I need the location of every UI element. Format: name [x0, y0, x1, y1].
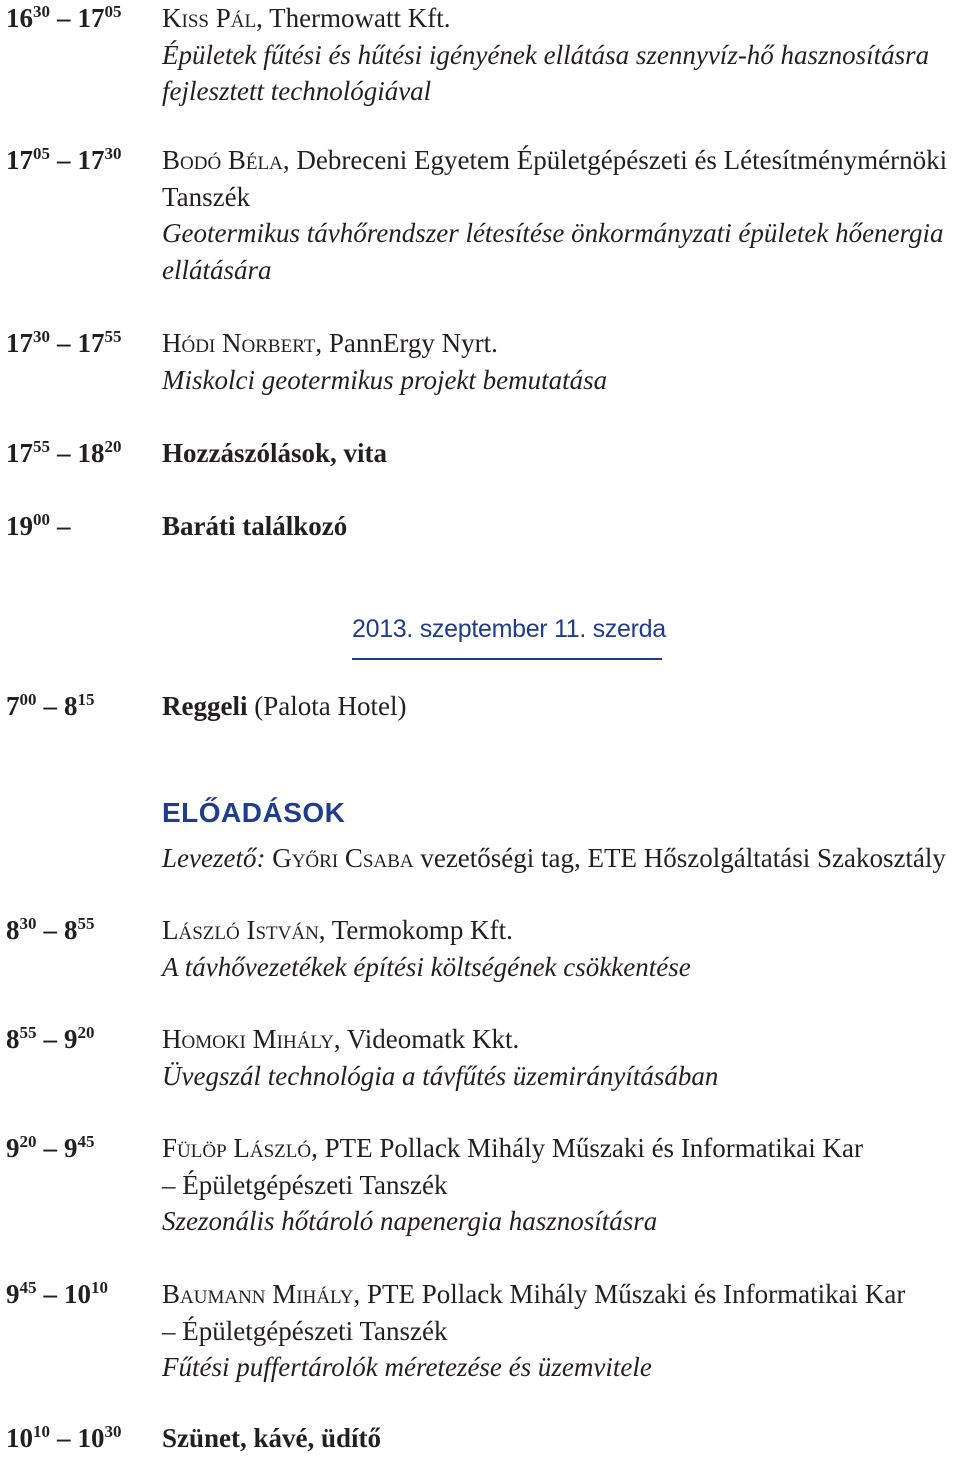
date-underline	[352, 658, 662, 660]
speaker-affiliation: , Videomatk Kkt.	[333, 1024, 520, 1054]
session-content	[162, 1021, 954, 1094]
talk-title: fejlesztett technológiával	[162, 76, 432, 106]
session-content	[162, 1276, 954, 1386]
speaker-affiliation: , PTE Pollack Mihály Műszaki és Informatikai Kar	[353, 1279, 906, 1309]
speaker-name: Fülöp László	[162, 1133, 312, 1163]
session-time: $17^{05} - 17^{30}$	[6, 144, 122, 175]
speaker-affiliation: , PTE Pollack Mihály Műszaki és Informatikai Kar	[311, 1133, 863, 1163]
moderator-name: Győri Csaba	[272, 843, 414, 873]
session-content	[162, 688, 954, 725]
speaker-name: Homoki Mihály	[162, 1024, 334, 1054]
session-label: Baráti találkozó	[162, 511, 348, 541]
session-time: $9^{45} - 10^{10}$	[6, 1278, 108, 1309]
breakfast-label: Reggeli	[162, 691, 248, 721]
session-label: Szünet, kávé, üdítő	[162, 1423, 382, 1453]
session-content	[162, 912, 954, 985]
moderator-label: Levezető:	[162, 843, 266, 873]
session-time: $16^{30} - 17^{05}$	[6, 2, 122, 33]
talk-title: Fűtési puffertárolók méretezése és üzemvitele	[162, 1352, 652, 1382]
talk-title: Miskolci geotermikus projekt bemutatása	[162, 364, 608, 395]
speaker-name: Bodó Béla	[162, 145, 283, 175]
date-heading: 2013. szeptember 11. szerda	[352, 615, 666, 643]
session-time: $9^{20} - 9^{45}$	[6, 1132, 95, 1163]
session-time: $19^{00}$ –	[6, 510, 71, 541]
speaker-affiliation: , Debreceni Egyetem Épületgépészeti és Létesítménymérnöki	[282, 145, 948, 175]
talk-title: Épületek fűtési és hűtési igényének ellátása szennyvíz-hő hasznosításra	[162, 39, 930, 70]
speaker-affiliation-cont: – Épületgépészeti Tanszék	[162, 1169, 448, 1200]
speaker-affiliation-cont: Tanszék	[162, 181, 251, 212]
session-time: $7^{00} - 8^{15}$	[6, 690, 95, 721]
speaker-name: Baumann Mihály	[162, 1279, 354, 1309]
session-time: $8^{30} - 8^{55}$	[6, 914, 95, 945]
session-label: Hozzászólások, vita	[162, 438, 387, 468]
talk-title: ellátására	[162, 254, 272, 285]
breakfast-venue: (Palota Hotel)	[247, 691, 407, 721]
moderator-role: vezetőségi tag, ETE Hőszolgáltatási Szakosztály	[413, 843, 946, 873]
session-time: $17^{55} - 18^{20}$	[6, 437, 122, 468]
section-title: ELŐADÁSOK	[162, 797, 346, 828]
session-content	[162, 0, 954, 110]
session-content	[162, 1130, 954, 1240]
session-content	[162, 142, 954, 288]
talk-title: Szezonális hőtároló napenergia hasznosításra	[162, 1206, 658, 1236]
session-time: $10^{10} - 10^{30}$	[6, 1422, 122, 1453]
speaker-name: László István	[162, 915, 319, 945]
speaker-affiliation-cont: – Épületgépészeti Tanszék	[162, 1315, 448, 1346]
session-time: $17^{30} - 17^{55}$	[6, 327, 122, 358]
moderator-line	[162, 840, 946, 876]
session-content	[162, 325, 954, 398]
session-time: $8^{55} - 9^{20}$	[6, 1023, 95, 1054]
speaker-affiliation: , Termokomp Kft.	[318, 915, 513, 945]
speaker-name: Kiss Pál	[162, 3, 257, 33]
speaker-name: Hódi Norbert	[162, 328, 316, 358]
speaker-affiliation: , PannErgy Nyrt.	[315, 328, 498, 358]
talk-title: Geotermikus távhőrendszer létesítése önkormányzati épületek hőenergia	[162, 218, 944, 248]
talk-title: Üvegszál technológia a távfűtés üzemirányításában	[162, 1060, 719, 1091]
speaker-affiliation: , Thermowatt Kft.	[256, 3, 451, 33]
talk-title: A távhővezetékek építési költségének csökkentése	[162, 951, 691, 982]
